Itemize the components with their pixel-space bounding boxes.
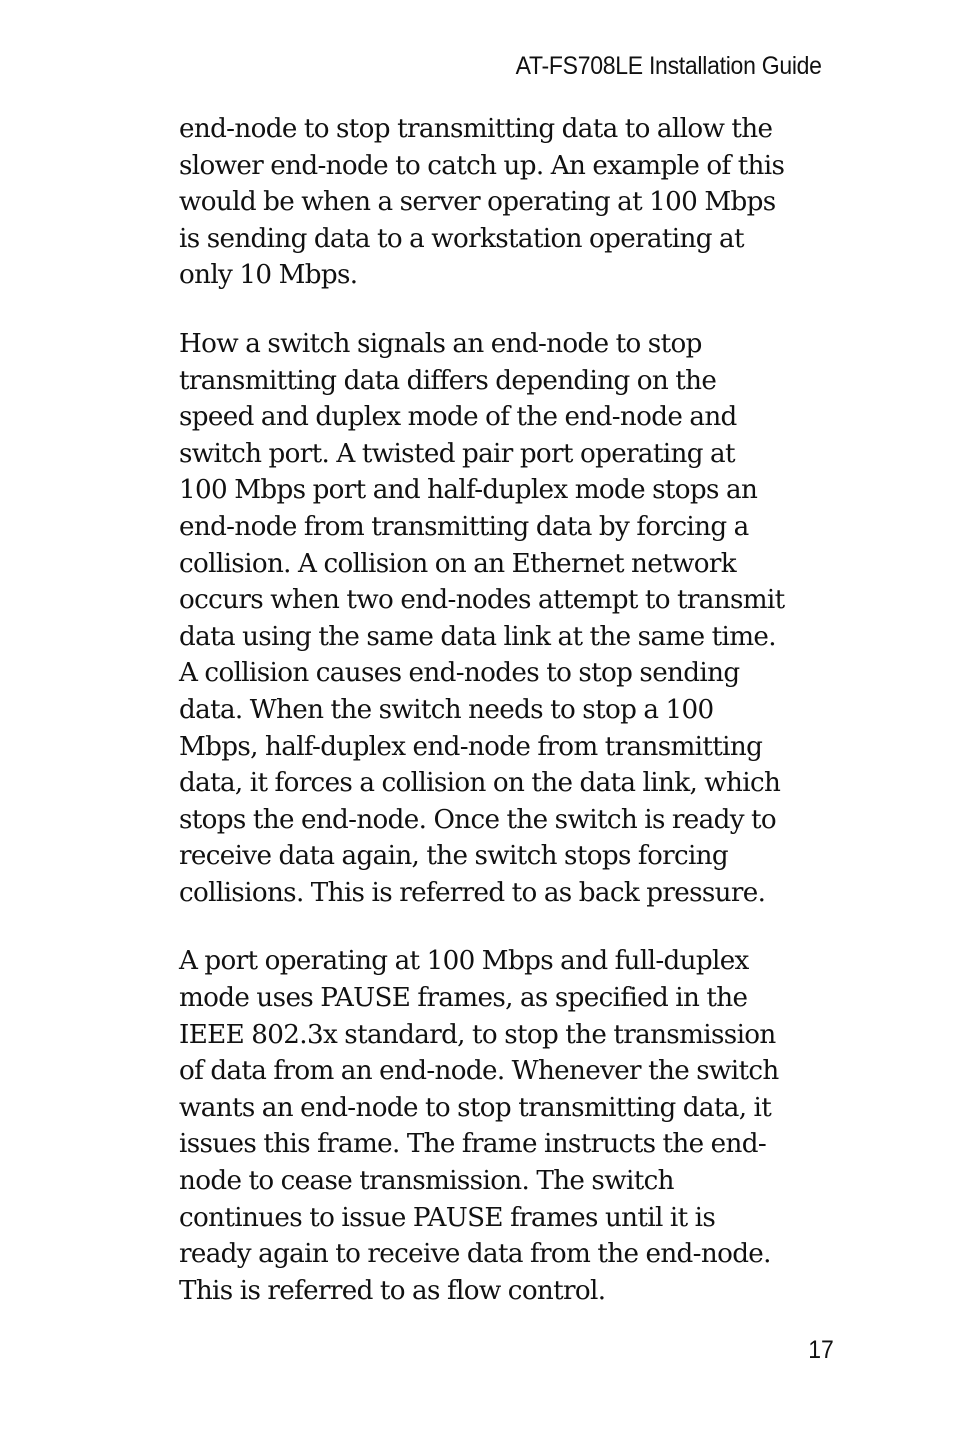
text-line: collisions. This is referred to as back pressure.	[179, 877, 766, 908]
text-line: A collision causes end-nodes to stop sending	[179, 658, 740, 689]
text-line: IEEE 802.3x standard, to stop the transmission	[179, 1019, 776, 1050]
text-line: switch port. A twisted pair port operating at	[179, 438, 735, 469]
running-header: AT-FS708LE Installation Guide	[515, 52, 822, 80]
text-line: would be when a server operating at 100 Mbps	[179, 187, 776, 218]
paragraph-3	[179, 943, 839, 1309]
text-line: collision. A collision on an Ethernet network	[179, 548, 736, 579]
text-line: This is referred to as flow control.	[179, 1275, 606, 1306]
text-line: speed and duplex mode of the end-node and	[179, 402, 737, 433]
text-line: How a switch signals an end-node to stop	[179, 328, 702, 359]
text-line: is sending data to a workstation operating at	[179, 223, 744, 254]
text-line: transmitting data differs depending on the	[179, 365, 717, 396]
text-line: data. When the switch needs to stop a 100	[179, 694, 714, 725]
text-line: Mbps, half-duplex end-node from transmitting	[179, 731, 763, 762]
text-line: mode uses PAUSE frames, as specified in the	[179, 983, 748, 1014]
text-line: 100 Mbps port and half-duplex mode stops an	[179, 475, 758, 506]
text-line: stops the end-node. Once the switch is ready to	[179, 804, 777, 835]
text-line: node to cease transmission. The switch	[179, 1166, 674, 1197]
paragraph-1	[179, 111, 839, 294]
text-line: data, it forces a collision on the data link, which	[179, 768, 781, 799]
text-line: only 10 Mbps.	[179, 260, 358, 291]
page-number: 17	[808, 1336, 834, 1364]
text-line: data using the same data link at the same time.	[179, 621, 776, 652]
text-line: slower end-node to catch up. An example of this	[179, 150, 785, 181]
text-line: end-node from transmitting data by forcing a	[179, 511, 749, 542]
text-line: occurs when two end-nodes attempt to transmit	[179, 585, 785, 616]
body-text	[179, 111, 839, 1341]
text-line: wants an end-node to stop transmitting data, it	[179, 1092, 772, 1123]
text-line: issues this frame. The frame instructs the end-	[179, 1129, 767, 1160]
text-line: A port operating at 100 Mbps and full-duplex	[179, 946, 749, 977]
text-line: receive data again, the switch stops forcing	[179, 841, 729, 872]
text-line: of data from an end-node. Whenever the switch	[179, 1056, 779, 1087]
text-line: end-node to stop transmitting data to allow the	[179, 114, 773, 144]
paragraph-2	[179, 326, 839, 912]
text-line: continues to issue PAUSE frames until it is	[179, 1202, 716, 1233]
text-line: ready again to receive data from the end-node.	[179, 1239, 771, 1270]
